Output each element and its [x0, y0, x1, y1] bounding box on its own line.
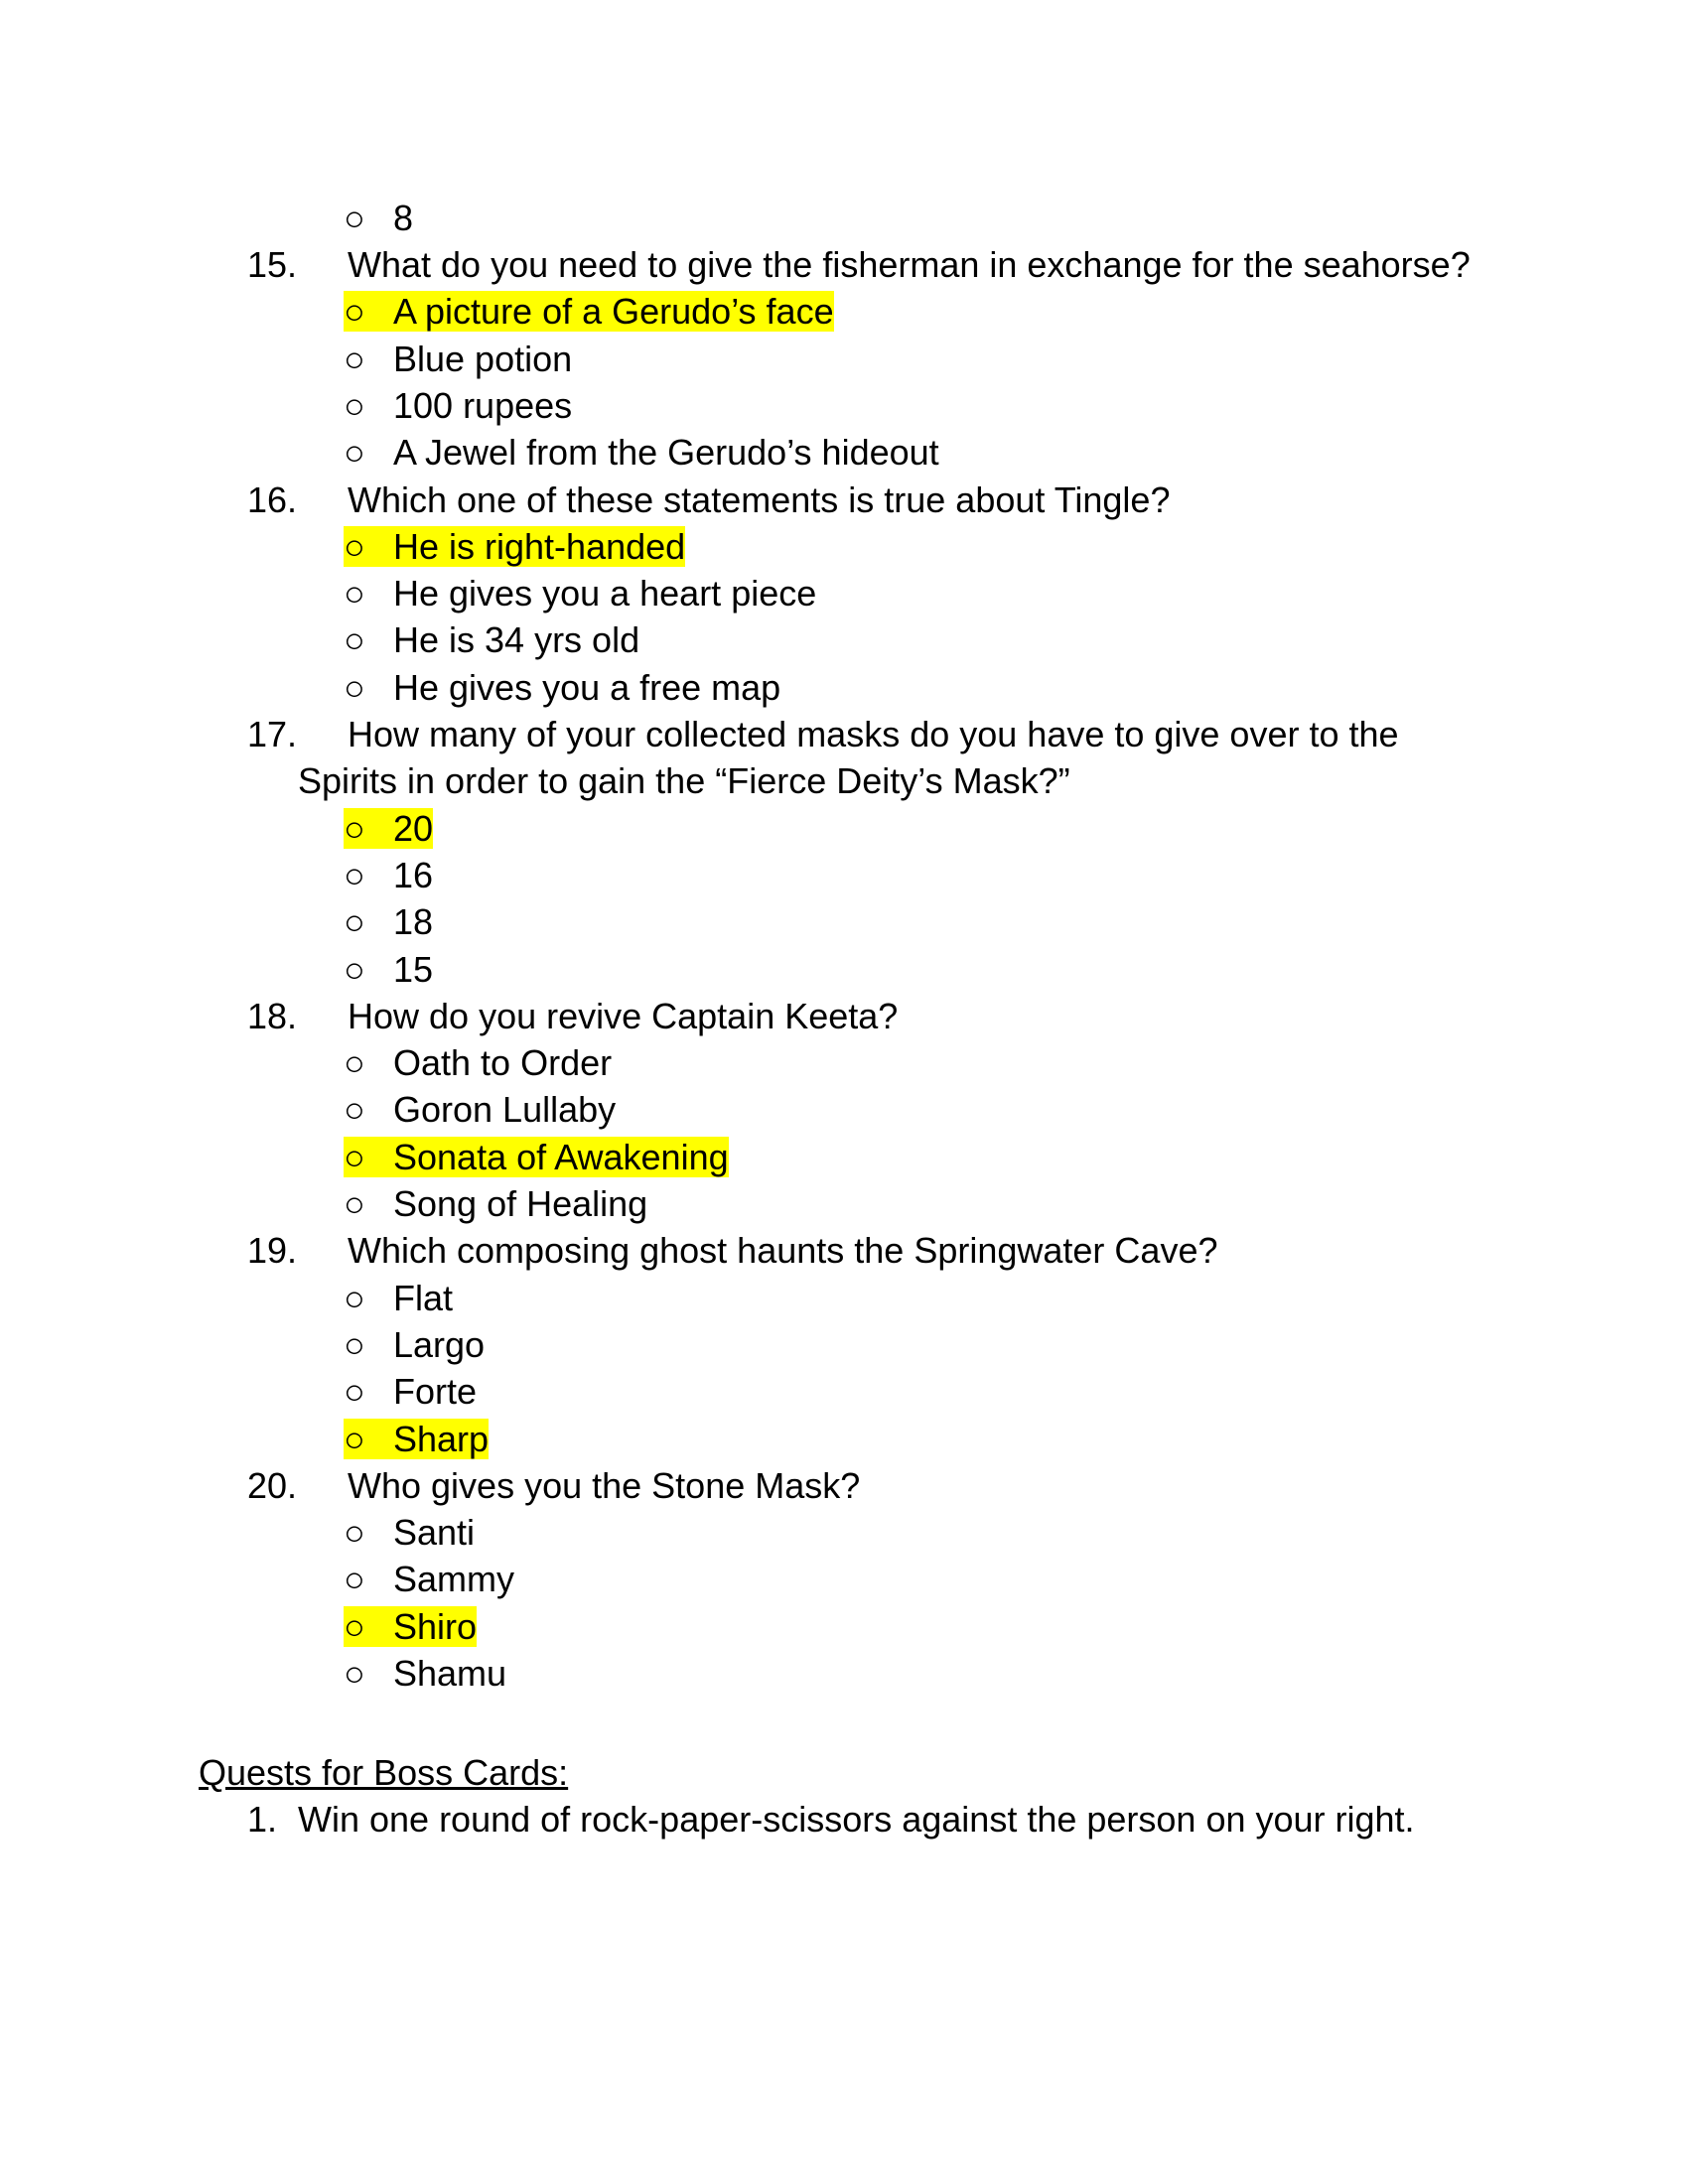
bullet-icon: ○	[344, 573, 365, 614]
bullet-icon: ○	[344, 338, 365, 379]
bullet-icon: ○	[344, 1371, 365, 1413]
question-number: 20.	[247, 1464, 298, 1506]
option-text: 16	[393, 854, 434, 895]
answer-option	[344, 898, 433, 946]
option-text: Sonata of Awakening	[393, 1136, 729, 1177]
answer-option	[344, 1321, 485, 1369]
answer-option	[344, 1650, 506, 1698]
option-text: Forte	[393, 1371, 478, 1413]
bullet-icon: ○	[344, 1183, 365, 1224]
answer-option-correct	[344, 1134, 729, 1181]
bullet-icon: ○	[344, 666, 365, 708]
option-text: 18	[393, 901, 434, 943]
option-text: He gives you a heart piece	[393, 573, 817, 614]
answer-option	[344, 1275, 453, 1322]
bullet-icon: ○	[344, 901, 365, 943]
leading-option	[344, 195, 413, 242]
question-text: How do you revive Captain Keeta?	[348, 995, 899, 1036]
answer-option-correct	[344, 523, 685, 571]
quest-text: Win one round of rock-paper-scissors against the person on your right.	[298, 1799, 1415, 1840]
question-number: 15.	[247, 244, 298, 285]
answer-option	[344, 1039, 612, 1087]
answer-option	[344, 1556, 514, 1603]
option-text: He is right-handed	[393, 525, 686, 567]
option-text: Shamu	[393, 1653, 507, 1694]
bullet-icon: ○	[344, 1559, 365, 1600]
bullet-icon: ○	[344, 1277, 365, 1318]
question-text: Who gives you the Stone Mask?	[348, 1464, 861, 1506]
option-text: Song of Healing	[393, 1183, 648, 1224]
bullet-icon: ○	[344, 1605, 365, 1647]
quests-heading: Quests for Boss Cards:	[199, 1752, 569, 1793]
option-text: Largo	[393, 1323, 486, 1365]
answer-option	[344, 616, 639, 664]
answer-option	[344, 382, 572, 430]
answer-option	[344, 429, 939, 477]
option-text: 15	[393, 948, 434, 990]
bullet-icon: ○	[344, 1042, 365, 1084]
question-text: Which composing ghost haunts the Springwater Cave?	[348, 1230, 1218, 1272]
bullet-icon: ○	[344, 1136, 365, 1177]
question-text: Which one of these statements is true about Tingle?	[348, 478, 1171, 520]
option-text: A picture of a Gerudo’s face	[393, 291, 834, 333]
bullet-icon: ○	[344, 1418, 365, 1459]
answer-option	[344, 852, 433, 899]
question-number: 16.	[247, 478, 298, 520]
option-text: Blue potion	[393, 338, 573, 379]
answer-option	[344, 1180, 647, 1228]
question-number: 19.	[247, 1230, 298, 1272]
bullet-icon: ○	[344, 1089, 365, 1131]
option-text: Oath to Order	[393, 1042, 613, 1084]
answer-option-correct	[344, 1416, 489, 1463]
bullet-icon: ○	[344, 384, 365, 426]
bullet-icon: ○	[344, 291, 365, 333]
option-text: Sharp	[393, 1418, 490, 1459]
answer-option-correct	[344, 1603, 477, 1651]
question-number: 17.	[247, 714, 298, 754]
bullet-icon: ○	[344, 525, 365, 567]
option-text: A Jewel from the Gerudo’s hideout	[393, 432, 939, 474]
question-text: How many of your collected masks do you have to give over to the	[348, 714, 1399, 754]
bullet-icon: ○	[344, 807, 365, 849]
bullet-icon: ○	[344, 948, 365, 990]
option-text: Sammy	[393, 1559, 515, 1600]
bullet-icon: ○	[344, 198, 365, 238]
option-text: Santi	[393, 1512, 476, 1554]
bullet-icon: ○	[344, 432, 365, 474]
answer-option-correct	[344, 288, 834, 336]
answer-option	[344, 1086, 616, 1134]
answer-option	[344, 570, 816, 617]
answer-option-correct	[344, 805, 433, 853]
quest-number: 1.	[247, 1799, 278, 1840]
answer-option	[344, 664, 780, 712]
option-text: Shiro	[393, 1605, 478, 1647]
answer-option	[344, 1368, 477, 1416]
option-text: 100 rupees	[393, 384, 573, 426]
bullet-icon: ○	[344, 854, 365, 895]
option-text: 8	[393, 198, 414, 238]
option-text: Flat	[393, 1277, 454, 1318]
option-text: He is 34 yrs old	[393, 619, 640, 661]
option-text: He gives you a free map	[393, 666, 781, 708]
bullet-icon: ○	[344, 1653, 365, 1694]
answer-option	[344, 336, 572, 383]
question-text: Spirits in order to gain the “Fierce Deity’s Mask?”	[298, 760, 1070, 802]
answer-option	[344, 946, 433, 994]
bullet-icon: ○	[344, 1512, 365, 1554]
answer-option	[344, 1509, 475, 1557]
bullet-icon: ○	[344, 619, 365, 661]
option-text: Goron Lullaby	[393, 1089, 617, 1131]
bullet-icon: ○	[344, 1323, 365, 1365]
option-text: 20	[393, 807, 434, 849]
question-number: 18.	[247, 995, 298, 1036]
question-text: What do you need to give the fisherman in exchange for the seahorse?	[348, 244, 1471, 285]
